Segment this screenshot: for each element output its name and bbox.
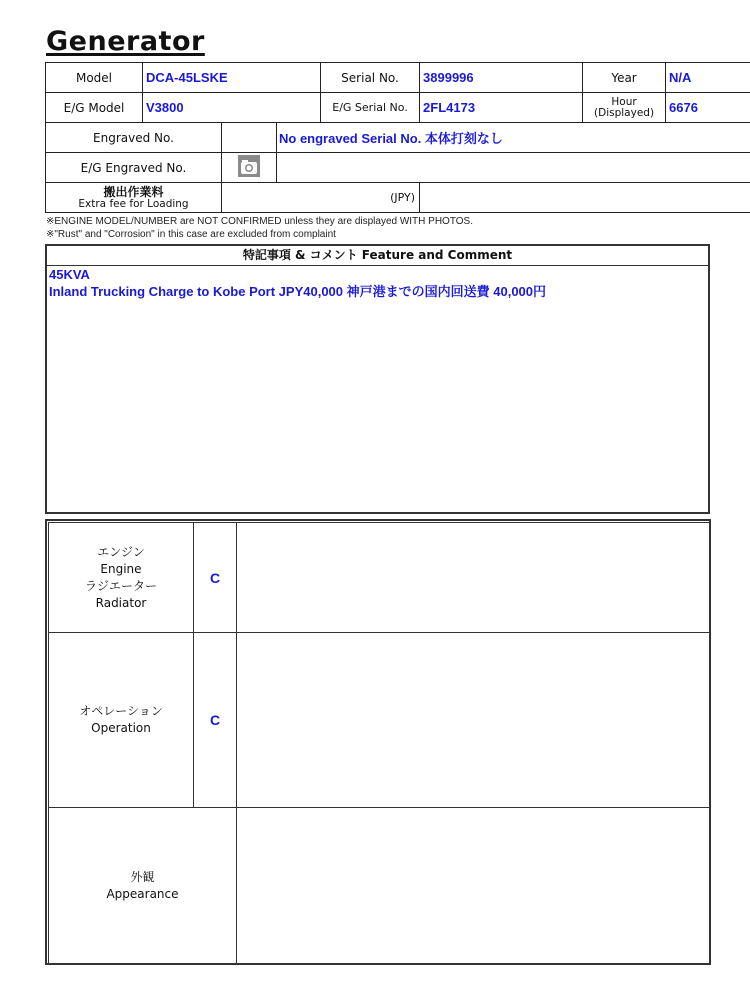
operation-label-jp: オペレーション [79, 704, 163, 718]
eg-model-label: E/G Model [46, 93, 143, 123]
engraved-label: Engraved No. [46, 123, 222, 153]
feature-comment-box [45, 244, 710, 514]
year-value: N/A [666, 63, 750, 93]
eg-serial-label: E/G Serial No. [321, 93, 420, 123]
condition-section [45, 519, 711, 965]
appearance-comment [237, 808, 711, 964]
engine-grade: C [194, 523, 237, 633]
radiator-label-en: Radiator [95, 595, 147, 610]
engine-label [49, 523, 194, 633]
hour-label-line1: Hour [611, 95, 637, 108]
eg-engraved-photo-cell [222, 153, 277, 183]
radiator-label-jp: ラジエーター [84, 578, 157, 593]
eg-engraved-value [277, 153, 750, 183]
hour-label [583, 93, 666, 123]
camera-icon[interactable] [238, 155, 260, 177]
operation-grade: C [194, 633, 237, 808]
operation-label [49, 633, 194, 808]
engraved-photo-cell [222, 123, 277, 153]
feature-comment-header: 特記事項 & コメント Feature and Comment [47, 246, 708, 266]
engine-comment [237, 523, 711, 633]
hour-label-line2: (Displayed) [594, 106, 655, 119]
hour-value: 6676 [666, 93, 750, 123]
serial-value: 3899996 [420, 63, 583, 93]
engine-label-en: Engine [100, 561, 142, 576]
model-label: Model [46, 63, 143, 93]
extra-fee-label [46, 183, 222, 213]
year-label: Year [583, 63, 666, 93]
engraved-value: No engraved Serial No. 本体打刻なし [277, 123, 750, 153]
extra-fee-unit: (JPY) [222, 183, 420, 213]
feature-line: 45KVA [49, 267, 90, 282]
info-table [45, 62, 750, 213]
engine-label-jp: エンジン [97, 544, 145, 559]
note-rust: ※"Rust" and "Corrosion" in this case are excluded from complaint [46, 229, 336, 240]
appearance-label [49, 808, 237, 964]
eg-model-value: V3800 [143, 93, 321, 123]
appearance-label-jp: 外観 [130, 869, 155, 884]
condition-table [48, 522, 711, 964]
eg-serial-value: 2FL4173 [420, 93, 583, 123]
extra-fee-label-jp: 搬出作業料 [103, 184, 164, 199]
serial-label: Serial No. [321, 63, 420, 93]
operation-comment [237, 633, 711, 808]
feature-line: Inland Trucking Charge to Kobe Port JPY40,000 神戸港までの国内回送費 40,000円 [49, 284, 547, 299]
page-title: Generator [46, 26, 205, 57]
operation-label-en: Operation [91, 721, 151, 735]
extra-fee-value [420, 183, 750, 213]
eg-engraved-label: E/G Engraved No. [46, 153, 222, 183]
note-engine-model: ※ENGINE MODEL/NUMBER are NOT CONFIRMED unless they are displayed WITH PHOTOS. [46, 216, 473, 227]
model-value: DCA-45LSKE [143, 63, 321, 93]
appearance-label-en: Appearance [106, 886, 179, 901]
extra-fee-label-en: Extra fee for Loading [78, 197, 189, 210]
